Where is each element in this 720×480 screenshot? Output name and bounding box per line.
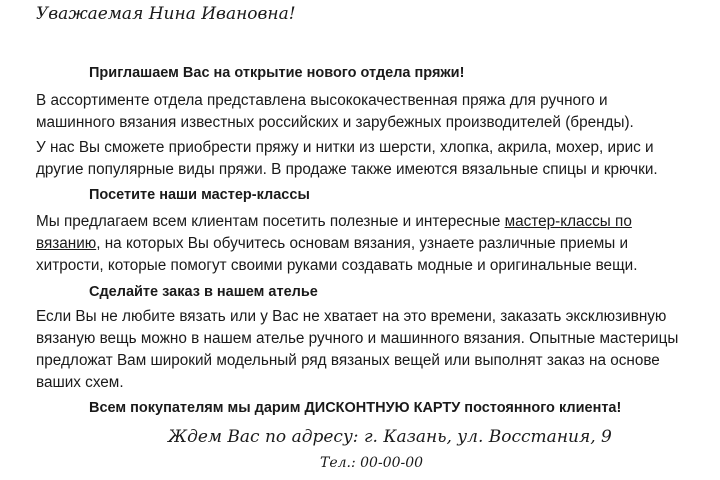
paragraph-assortment: [36, 90, 716, 134]
paragraph-line: В ассортименте отдела представлена высококачественная пряжа для ручного и: [36, 92, 608, 109]
phone: Тел.: 00-00-00: [320, 455, 424, 471]
greeting: Уважаемая Нина Ивановна!: [36, 4, 296, 24]
paragraph-line: другие популярные виды пряжи. В продаже также имеются вязальные спицы и крючки.: [36, 161, 658, 178]
masterclasses-link-continued[interactable]: вязанию: [36, 235, 97, 252]
paragraph-line: У нас Вы сможете приобрести пряжу и нитки из шерсти, хлопка, акрила, мохер, ирис и: [36, 139, 654, 156]
paragraph-masterclasses: [36, 211, 716, 277]
paragraph-line: ваших схем.: [36, 374, 124, 391]
paragraph-line: [36, 211, 716, 233]
paragraph-text: Мы предлагаем всем клиентам посетить полезные и интересные: [36, 213, 505, 230]
paragraph-text: , на которых Вы обучитесь основам вязания, узнаете различные приемы и: [96, 235, 629, 252]
heading-invitation: Приглашаем Вас на открытие нового отдела пряжи!: [89, 65, 465, 81]
heading-masterclasses: Посетите наши мастер-классы: [89, 187, 310, 203]
paragraph-line: хитрости, которые помогут своими руками создавать модные и оригинальные вещи.: [36, 257, 638, 274]
heading-atelier: Сделайте заказ в нашем ателье: [89, 284, 318, 300]
paragraph-line: Если Вы не любите вязать или у Вас не хватает на это времени, заказать эксклюзивную: [36, 308, 667, 325]
paragraph-line: [36, 233, 716, 255]
paragraph-purchase: [36, 137, 716, 181]
paragraph-atelier: [36, 306, 716, 394]
heading-discount: Всем покупателям мы дарим ДИСКОНТНУЮ КАРТУ постоянного клиента!: [89, 400, 622, 416]
address: Ждем Вас по адресу: г. Казань, ул. Восстания, 9: [168, 427, 612, 447]
paragraph-line: машинного вязания известных российских и зарубежных производителей (бренды).: [36, 114, 634, 131]
paragraph-line: вязаную вещь можно в нашем ателье ручного и машинного вязания. Опытные мастерицы: [36, 330, 679, 347]
masterclasses-link[interactable]: мастер-классы по: [504, 213, 632, 230]
paragraph-line: предложат Вам широкий модельный ряд вязаных вещей или выполнят заказ на основе: [36, 352, 660, 369]
